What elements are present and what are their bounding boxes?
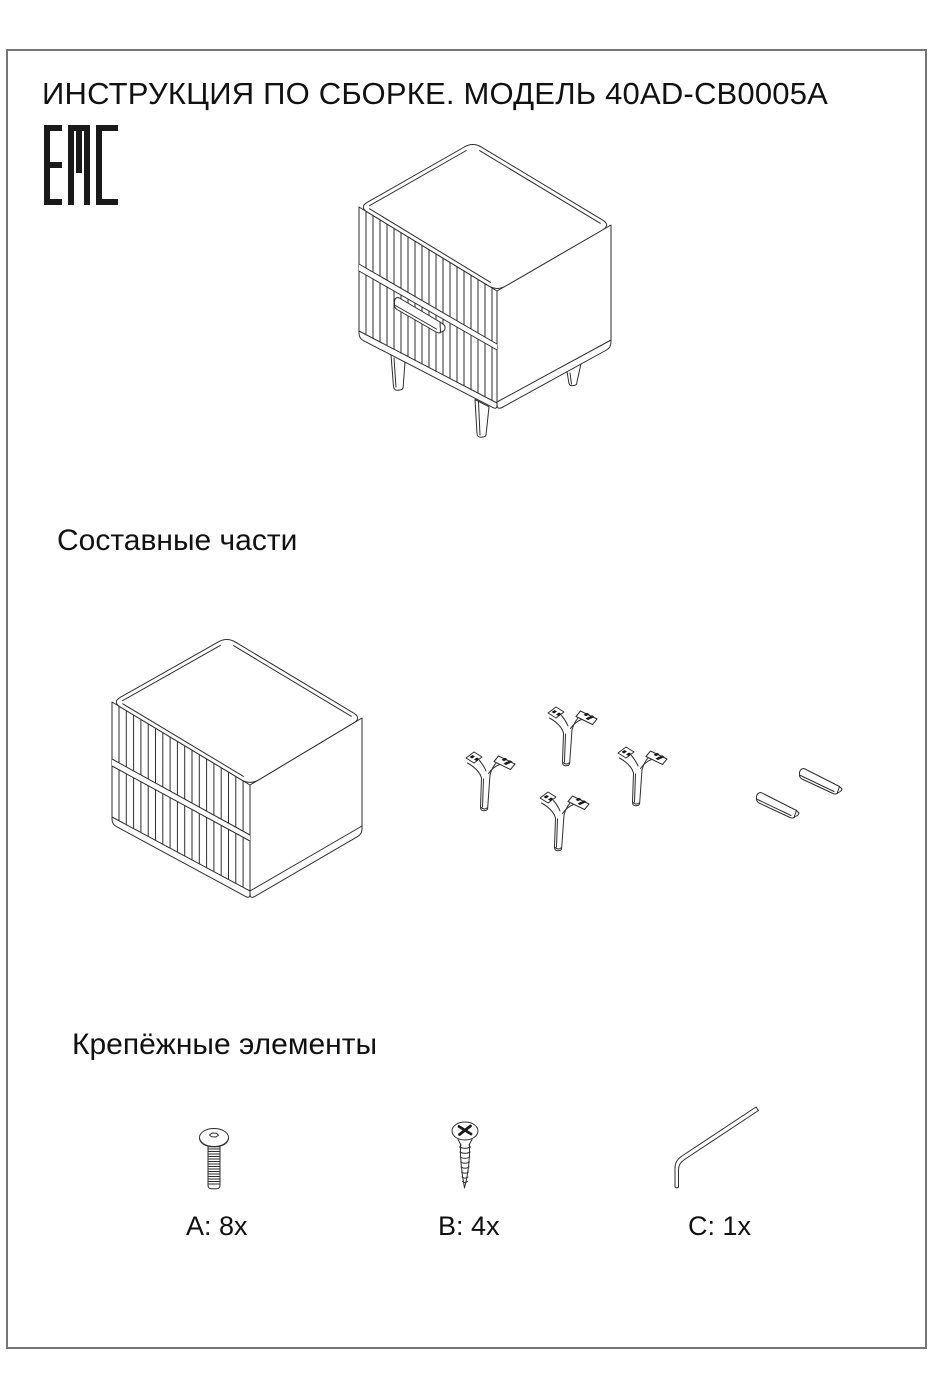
- handles-drawing: [748, 757, 868, 827]
- fasteners-section-heading: Крепёжные элементы: [72, 1028, 378, 1061]
- eac-certification-mark-icon: [44, 125, 118, 205]
- page-title: ИНСТРУКЦИЯ ПО СБОРКЕ. МОДЕЛЬ 40AD-CB0005A: [42, 76, 829, 111]
- fastener-a-label: A: 8x: [186, 1211, 248, 1241]
- hex-key-icon: [652, 1100, 764, 1192]
- parts-section-heading: Составные части: [57, 524, 298, 557]
- handle-part: [800, 769, 843, 795]
- wood-screw-icon: [448, 1120, 484, 1196]
- cabinet-body-drawing: [78, 618, 393, 913]
- leg-part: [548, 707, 597, 766]
- leg-part: [540, 792, 589, 851]
- fastener-b-label: B: 4x: [438, 1211, 500, 1241]
- fastener-c-label: C: 1x: [688, 1211, 752, 1241]
- legs-drawing: [455, 695, 690, 865]
- handle-part: [757, 793, 800, 819]
- machine-screw-icon: [194, 1126, 234, 1196]
- assembled-nightstand-drawing: [300, 128, 650, 458]
- leg-part: [618, 747, 667, 806]
- leg-part: [466, 752, 515, 811]
